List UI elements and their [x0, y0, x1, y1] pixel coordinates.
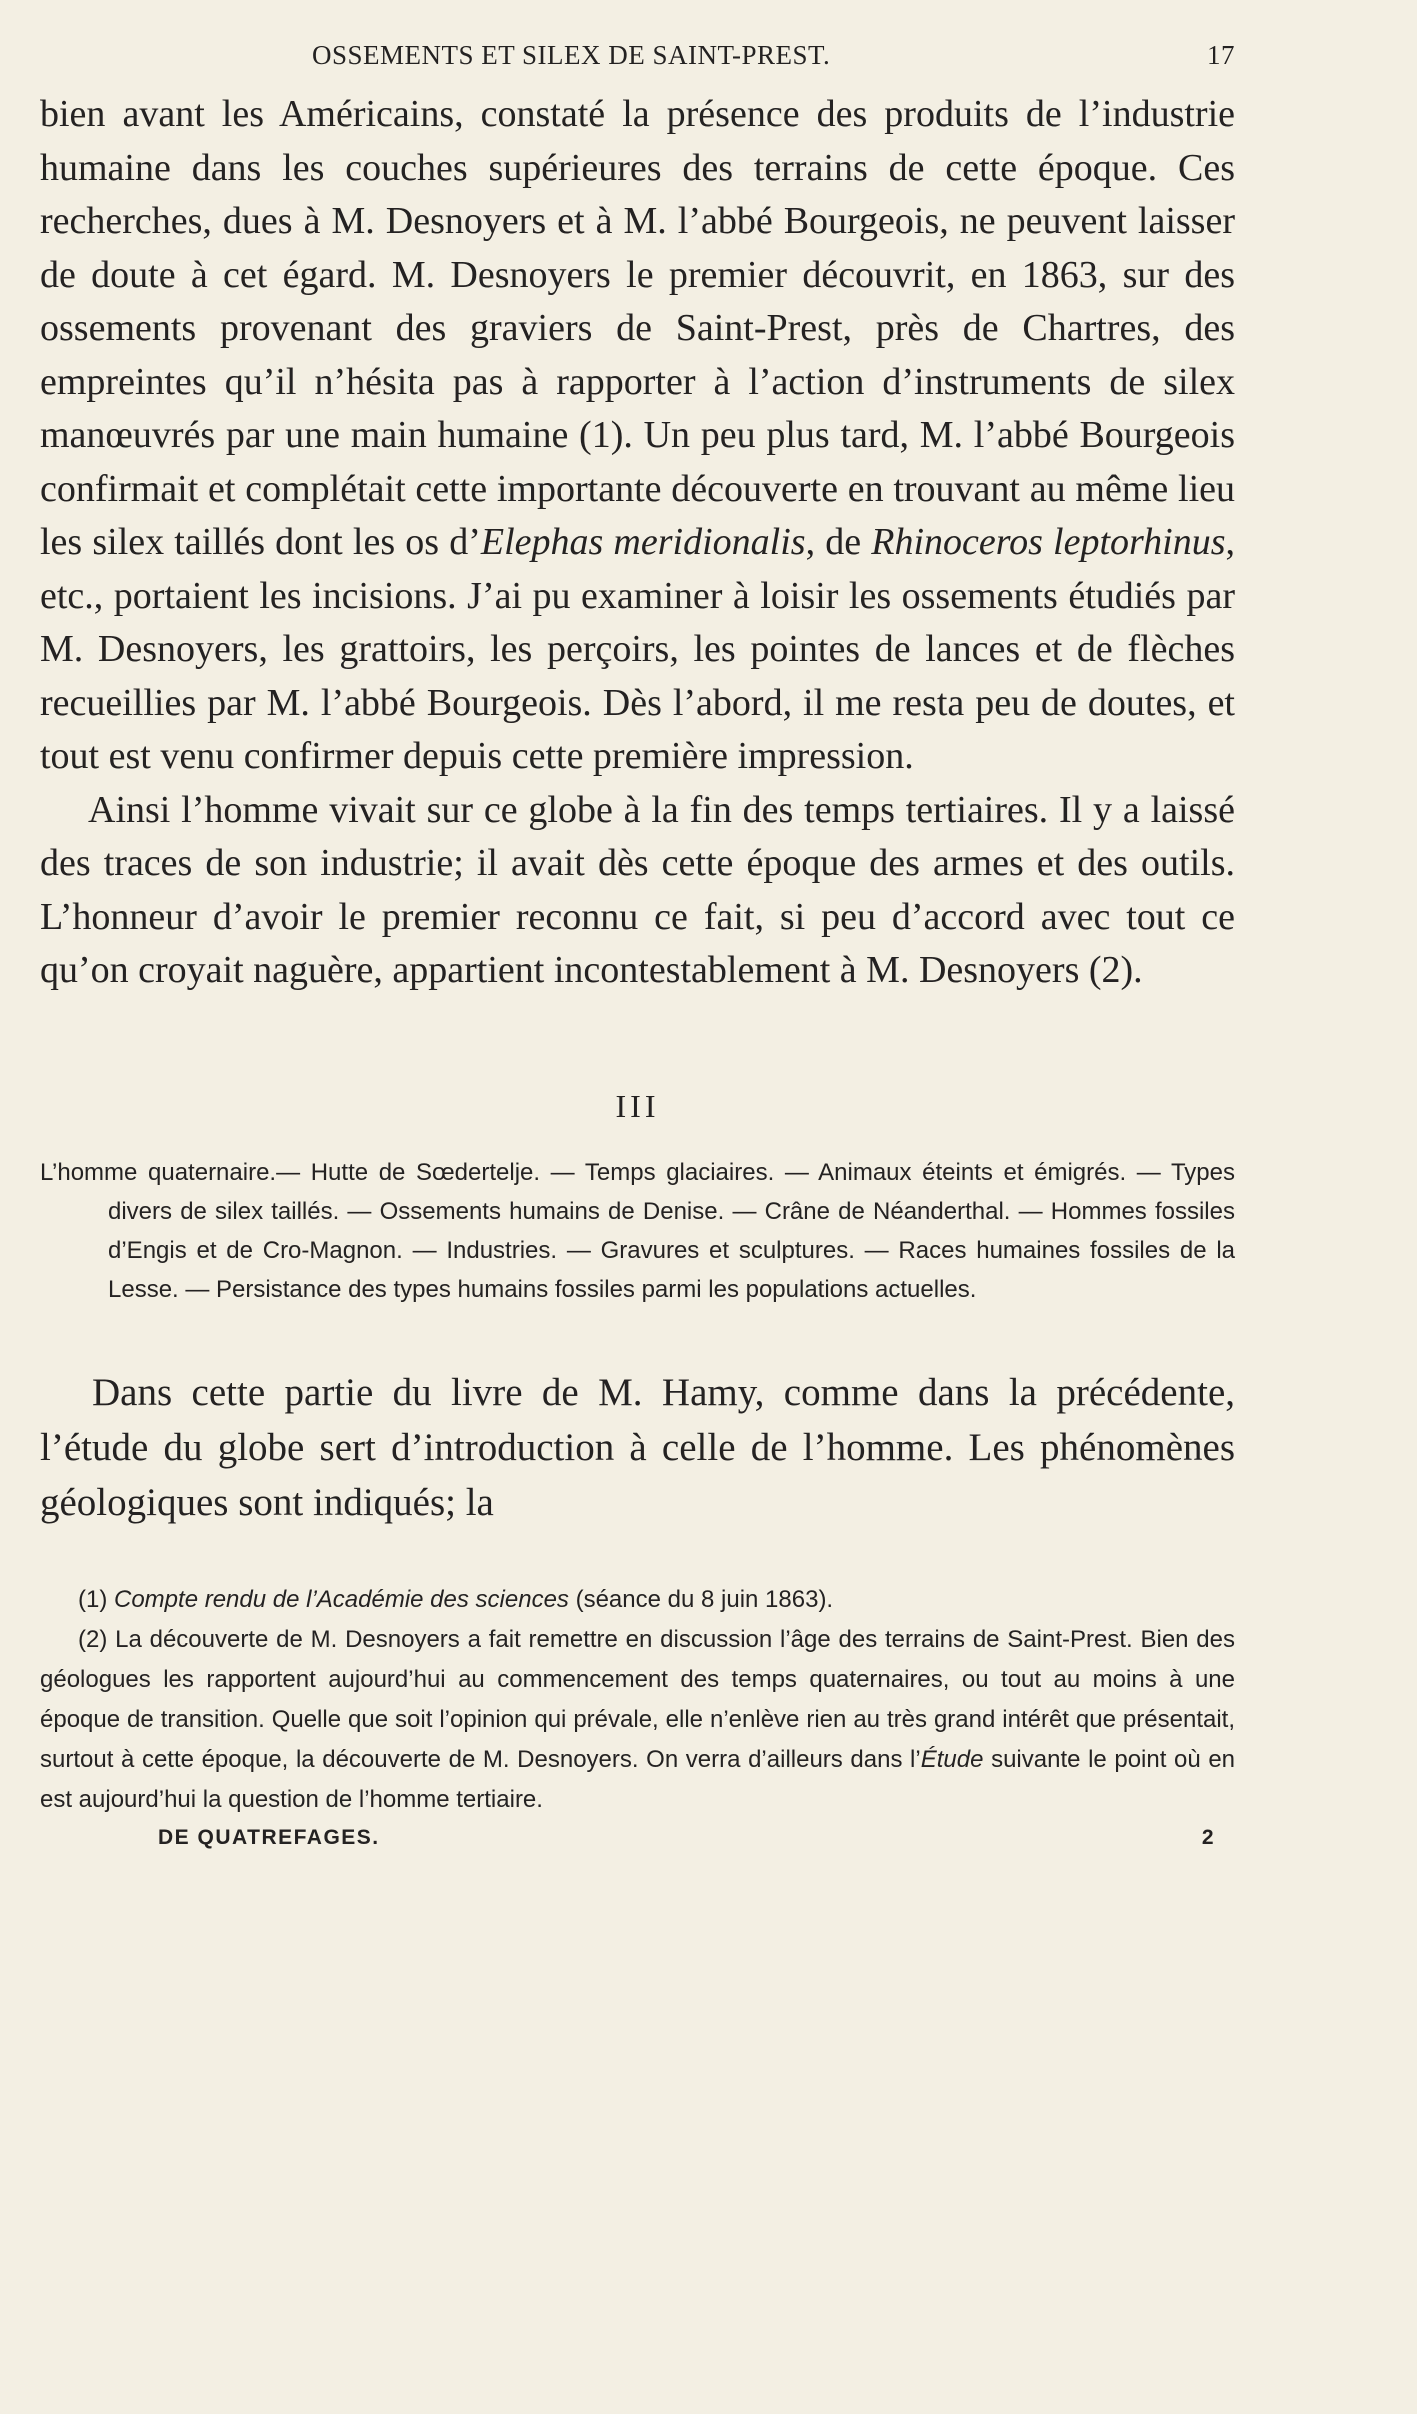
paragraph-1-text-c: , etc., portaient les incisions. J’ai pu examiner à loisir les ossements étudiés par M. Desnoyers, les grattoirs, les perçoirs, les pointes de lances et de flèches recueillies par M. l’abbé Bourgeois. Dès l’abord, il me resta peu de doutes, et tout est venu confirmer depuis cette première impression. [40, 521, 1235, 777]
paragraph-1-text-b: , de [805, 521, 872, 563]
section-body [40, 1365, 1235, 1530]
signature-mark: 2 [1201, 1825, 1215, 1849]
author-signature: DE QUATREFAGES. [158, 1825, 380, 1849]
document-page [40, 40, 1235, 1850]
signature-line [40, 1826, 1235, 1850]
footnote-2-text-b: suivante le point où en est aujourd’hui la question de l’homme tertiaire. [40, 1745, 1236, 1813]
section-paragraph-1: Dans cette partie du livre de M. Hamy, comme dans la précédente, l’étude du globe sert d’introduction à celle de l’homme. Les phénomènes géologiques sont indiqués; la [40, 1370, 1235, 1524]
footnote-1-title: Compte rendu de l’Académie des sciences [114, 1585, 569, 1613]
paragraph-1-text-a: bien avant les Américains, constaté la présence des produits de l’industrie humaine dans les couches supérieures des terrains de cette époque. Ces recherches, dues à M. Desnoyers et à M. l’abbé Bourgeois, ne peuvent laisser de doute à cet égard. M. Desnoyers le premier découvrit, en 1863, sur des ossements provenant des graviers de Saint-Prest, près de Chartres, des empreintes qu’il n’hésita pas à rapporter à l’action d’instruments de silex manœuvrés par une main humaine (1). Un peu plus tard, M. l’abbé Bourgeois confirmait et complétait cette importante découverte en trouvant au même lieu les silex taillés dont les os d’ [40, 93, 1235, 563]
footnote-2 [40, 1620, 1235, 1820]
page-number: 17 [1207, 40, 1235, 70]
footnotes [40, 1580, 1235, 1820]
italic-elephas: Elephas meridionalis [480, 521, 806, 563]
italic-rhinoceros: Rhinoceros leptorhinus [871, 521, 1226, 563]
footnote-2-italic: Étude [920, 1745, 984, 1773]
footnote-1-rest: (séance du 8 juin 1863). [568, 1585, 834, 1613]
paragraph-1 [40, 88, 1235, 784]
paragraph-2: Ainsi l’homme vivait sur ce globe à la fin des temps tertiaires. Il y a laissé des traces de son industrie; il avait dès cette époque des armes et des outils. L’honneur d’avoir le premier reconnu ce fait, si peu d’accord avec tout ce qu’on croyait naguère, appartient incontestablement à M. Desnoyers (2). [40, 788, 1235, 991]
section-number: III [615, 1087, 660, 1124]
running-head [40, 40, 1235, 88]
section-summary: L’homme quaternaire.— Hutte de Sœdertelje. — Temps glaciaires. — Animaux éteints et émigrés. — Types divers de silex taillés. — Ossements humains de Denise. — Crâne de Néanderthal. — Hommes fossiles d’Engis et de Cro-Magnon. — Industries. — Gravures et sculptures. — Races humaines fossiles de la Lesse. — Persistance des types humains fossiles parmi les populations actuelles. [40, 1158, 1235, 1303]
body-text [40, 88, 1235, 998]
footnote-1 [40, 1580, 1235, 1620]
footnote-1-number: (1) [78, 1585, 114, 1613]
running-head-title: OSSEMENTS ET SILEX DE SAINT-PREST. [312, 40, 831, 70]
footnote-2-text-a: (2) La découverte de M. Desnoyers a fait remettre en discussion l’âge des terrains de Saint-Prest. Bien des géologues les rapportent aujourd’hui au commencement des temps quaternaires, ou tout au moins à une époque de transition. Quelle que soit l’opinion qui prévale, elle n’enlève rien au très grand intérêt que présentait, surtout à cette époque, la découverte de M. Desnoyers. On verra d’ailleurs dans l’ [40, 1625, 1235, 1773]
